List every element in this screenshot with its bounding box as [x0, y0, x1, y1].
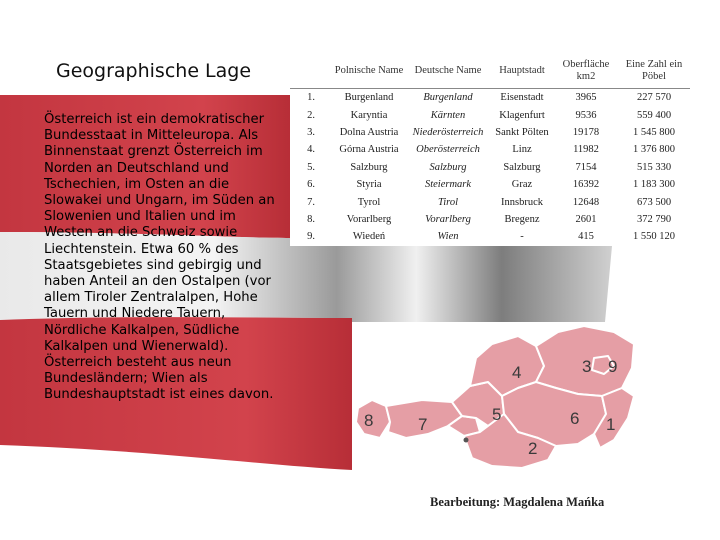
table-cell: Vorarlberg	[425, 213, 471, 225]
table-cell: 4.	[307, 144, 315, 156]
table-cell: 515 330	[636, 161, 672, 173]
map-label: 7	[418, 415, 428, 434]
table-cell: 12648	[572, 196, 600, 208]
table-cell: Linz	[512, 144, 532, 156]
table-cell: 5.	[307, 161, 315, 173]
table-cell: Oberösterreich	[416, 144, 480, 156]
table-cell: 3.	[307, 126, 315, 138]
map-label: 6	[570, 409, 580, 428]
table-cell: 8.	[307, 213, 315, 225]
table-header-cell: Hauptstadt	[490, 54, 554, 89]
table-cell: Karyntia	[350, 109, 388, 121]
table-row	[290, 228, 690, 245]
table-cell: Innsbruck	[501, 196, 543, 208]
table-cell: 2.	[307, 109, 315, 121]
table-cell: 559 400	[636, 109, 672, 121]
table-cell: Dolna Austria	[339, 126, 399, 138]
table-header-row	[290, 54, 690, 89]
table-cell: 9536	[575, 109, 597, 121]
table-row	[290, 106, 690, 123]
table-cell: Styria	[356, 179, 382, 191]
table-cell: 6.	[307, 179, 315, 191]
table-row	[290, 124, 690, 141]
table-cell: 227 570	[636, 92, 672, 104]
credit-line: Bearbeitung: Magdalena Mańka	[430, 495, 605, 509]
table-row	[290, 193, 690, 210]
table-cell: Salzburg	[429, 161, 467, 173]
table-cell: 1 183 300	[633, 179, 675, 191]
table-cell: Wiedeń	[352, 231, 386, 243]
table-header-cell	[290, 54, 332, 89]
map-label: 1	[606, 415, 616, 434]
table-cell: Steiermark	[424, 179, 472, 191]
map-label: 3	[582, 357, 592, 376]
table-row	[290, 211, 690, 228]
map-label: 8	[364, 411, 374, 430]
table-cell: 9.	[307, 231, 315, 243]
table-cell: Tyrol	[357, 196, 381, 208]
table-header-cell: Oberfläche km2	[554, 54, 618, 89]
table-cell: 1 376 800	[633, 144, 675, 156]
table-cell: Burgenland	[344, 92, 394, 104]
table-cell: Sankt Pölten	[495, 126, 549, 138]
table-cell: Tirol	[437, 196, 459, 208]
table-cell: 372 790	[636, 213, 672, 225]
table-header-cell: Deutsche Name	[406, 54, 490, 89]
table-cell: 1.	[307, 92, 315, 104]
table-cell: Kärnten	[430, 109, 466, 121]
slide-body-text: Österreich ist ein demokratischer Bundesstaat in Mitteleuropa. Als Binnenstaat grenzt Österreich im Norden an Deutschland und Tschechien, im Osten an die Slowakei und Ungarn, im Süden an Slowenien und Italien und im Westen an die Schweiz sowie Liechtenstein. Etwa 60 % des Staatsgebietes sind gebirgig und haben Anteil an den Ostalpen (vor allem Tiroler Zentralalpen, Hohe Tauern und Niedere Tauern, Nördliche Kalkalpen, Südliche Kalkalpen und Wienerwald). Österreich besteht aus neun Bundesländern; Wien als Bundeshauptstadt ist eines davon.	[44, 112, 275, 403]
table-row	[290, 159, 690, 176]
wien-marker	[464, 438, 469, 443]
austria-states-map	[352, 322, 652, 478]
map-label: 9	[608, 357, 618, 376]
table-cell: Wien	[437, 231, 459, 243]
table-cell: Salzburg	[503, 161, 541, 173]
slide-title: Geographische Lage	[56, 60, 252, 82]
table-cell: Klagenfurt	[499, 109, 545, 121]
table-cell: -	[520, 231, 524, 243]
table-cell: 11982	[573, 144, 599, 156]
table-row	[290, 141, 690, 158]
table-cell: 415	[578, 231, 594, 243]
table-cell: 19178	[572, 126, 600, 138]
table-cell: 2601	[575, 213, 597, 225]
table-cell: 1 545 800	[633, 126, 675, 138]
table-header-cell: Polnische Name	[332, 54, 406, 89]
table-cell: 673 500	[636, 196, 672, 208]
table-cell: 16392	[572, 179, 600, 191]
table-row	[290, 89, 690, 107]
table-cell: Bregenz	[504, 213, 540, 225]
table-cell: Graz	[511, 179, 533, 191]
map-label: 5	[492, 405, 502, 424]
table-cell: 7154	[575, 161, 597, 173]
table-cell: Burgenland	[423, 92, 473, 104]
map-label: 2	[528, 439, 538, 458]
table-cell: 3965	[575, 92, 597, 104]
table-cell: 7.	[307, 196, 315, 208]
table-row	[290, 176, 690, 193]
map-label: 4	[512, 363, 522, 382]
table-header-cell: Eine Zahl ein Pöbel	[618, 54, 690, 89]
table-cell: Eisenstadt	[500, 92, 544, 104]
table-cell: 1 550 120	[633, 231, 675, 243]
table-cell: Vorarlberg	[346, 213, 392, 225]
federal-states-table	[290, 54, 690, 246]
table-cell: Górna Austria	[339, 144, 399, 156]
table-cell: Salzburg	[350, 161, 388, 173]
table-cell: Niederösterreich	[412, 126, 484, 138]
